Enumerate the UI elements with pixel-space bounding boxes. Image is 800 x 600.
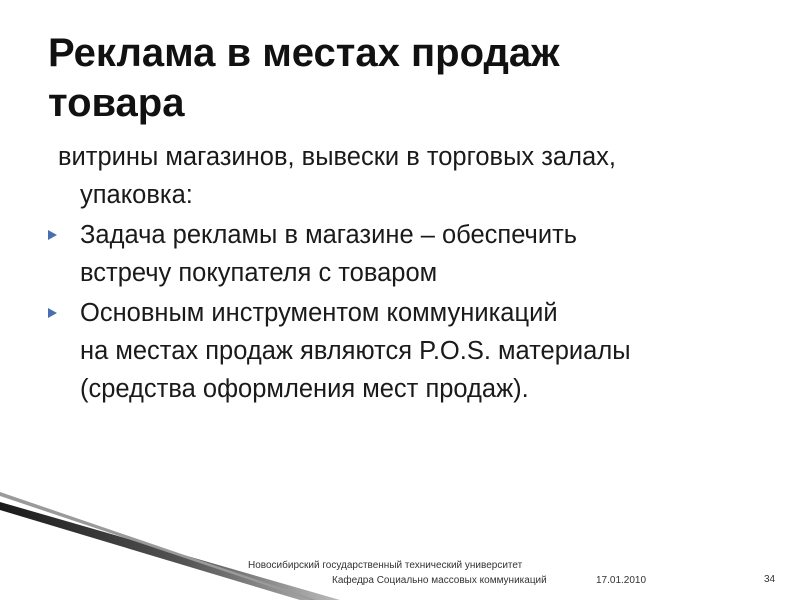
slide-body	[48, 138, 748, 408]
intro-line-2: упаковка:	[80, 181, 193, 209]
bullet-2-line-3: (средства оформления мест продаж).	[80, 375, 529, 403]
bullet-item	[48, 216, 748, 292]
slide-title-line-2: товара	[48, 81, 185, 125]
slide-title-line-1: Реклама в местах продаж	[48, 31, 560, 75]
bullet-2-line-2: на местах продаж являются P.O.S. материалы	[80, 337, 631, 365]
page-number: 34	[764, 574, 776, 585]
bullet-item	[48, 294, 748, 408]
intro-paragraph	[48, 138, 748, 214]
triangle-right-icon	[48, 308, 57, 318]
bullet-2-line-1: Основным инструментом коммуникаций	[80, 299, 558, 327]
bullet-1-line-1: Задача рекламы в магазине – обеспечить	[80, 221, 578, 249]
intro-line-1: витрины магазинов, вывески в торговых залах,	[58, 143, 616, 171]
triangle-right-icon	[48, 230, 57, 240]
bullet-1-line-2: встречу покупателя с товаром	[80, 259, 438, 287]
footer-department: Кафедра Социально массовых коммуникаций	[332, 575, 547, 586]
footer-university: Новосибирский государственный технический университет	[248, 560, 523, 571]
slide-title	[48, 28, 728, 128]
footer-date: 17.01.2010	[596, 575, 647, 586]
